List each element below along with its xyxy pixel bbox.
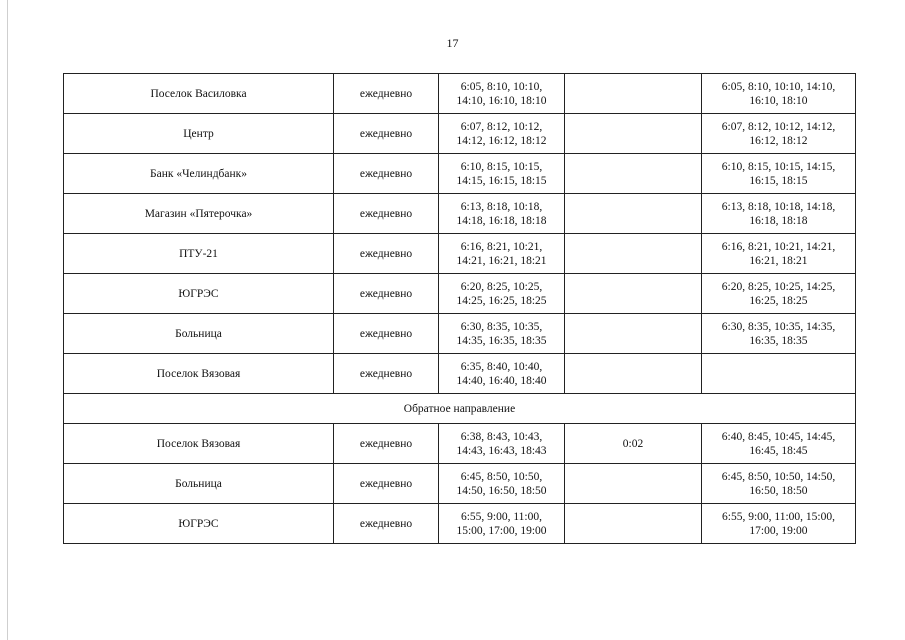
days-cell: [334, 74, 439, 114]
cell-text: 16:15, 18:15: [749, 174, 808, 187]
cell-text: ЮГРЭС: [178, 287, 219, 300]
cell-text: 6:30, 8:35, 10:35, 14:35,: [721, 320, 836, 333]
cell-text: 6:20, 8:25, 10:25,: [460, 280, 543, 293]
cell-text: 14:18, 16:18, 18:18: [456, 214, 547, 227]
departure-times-cell: [439, 234, 565, 274]
departure-times-cell: [439, 74, 565, 114]
cell-text: ежедневно: [359, 207, 413, 220]
interval-cell: [565, 234, 702, 274]
table-row: [64, 424, 856, 464]
days-cell: [334, 274, 439, 314]
arrival-times-cell: [702, 274, 856, 314]
interval-cell: [565, 194, 702, 234]
departure-times-cell: [439, 274, 565, 314]
cell-text: 16:21, 18:21: [749, 254, 808, 267]
stop-name-cell: [64, 74, 334, 114]
departure-times-cell: [439, 504, 565, 544]
cell-text: ежедневно: [359, 327, 413, 340]
table-row: [64, 154, 856, 194]
table-row: [64, 234, 856, 274]
arrival-times-cell: [702, 314, 856, 354]
cell-text: 16:10, 18:10: [749, 94, 808, 107]
cell-text: 14:50, 16:50, 18:50: [456, 484, 547, 497]
cell-text: 6:38, 8:43, 10:43,: [460, 430, 543, 443]
cell-text: ежедневно: [359, 287, 413, 300]
interval-cell: [565, 274, 702, 314]
cell-text: Больница: [175, 327, 222, 340]
cell-text: 6:10, 8:15, 10:15, 14:15,: [721, 160, 836, 173]
cell-text: 6:05, 8:10, 10:10,: [460, 80, 543, 93]
cell-text: ежедневно: [359, 367, 413, 380]
cell-text: ежедневно: [359, 517, 413, 530]
days-cell: [334, 354, 439, 394]
cell-text: Центр: [183, 127, 214, 140]
cell-text: ежедневно: [359, 247, 413, 260]
table-row: [64, 114, 856, 154]
cell-text: 16:45, 18:45: [749, 444, 808, 457]
interval-cell: [565, 314, 702, 354]
cell-text: 6:40, 8:45, 10:45, 14:45,: [721, 430, 836, 443]
cell-text: 6:07, 8:12, 10:12,: [460, 120, 543, 133]
interval-cell: [565, 504, 702, 544]
cell-text: Поселок Василовка: [150, 87, 247, 100]
cell-text: 14:21, 16:21, 18:21: [456, 254, 547, 267]
cell-text: 14:43, 16:43, 18:43: [456, 444, 547, 457]
interval-cell: [565, 354, 702, 394]
days-cell: [334, 194, 439, 234]
cell-text: 14:10, 16:10, 18:10: [456, 94, 547, 107]
departure-times-cell: [439, 154, 565, 194]
cell-text: 14:35, 16:35, 18:35: [456, 334, 547, 347]
arrival-times-cell: [702, 114, 856, 154]
cell-text: 16:50, 18:50: [749, 484, 808, 497]
cell-text: 16:25, 18:25: [749, 294, 808, 307]
cell-text: 6:05, 8:10, 10:10, 14:10,: [721, 80, 836, 93]
days-cell: [334, 314, 439, 354]
stop-name-cell: [64, 274, 334, 314]
cell-text: ежедневно: [359, 87, 413, 100]
cell-text: ЮГРЭС: [178, 517, 219, 530]
cell-text: Поселок Вязовая: [156, 437, 241, 450]
arrival-times-cell: [702, 464, 856, 504]
page-number: 17: [446, 36, 459, 50]
stop-name-cell: [64, 234, 334, 274]
cell-text: 6:55, 9:00, 11:00,: [460, 510, 543, 523]
table-row: [64, 354, 856, 394]
departure-times-cell: [439, 114, 565, 154]
cell-text: 6:16, 8:21, 10:21,: [460, 240, 543, 253]
cell-text: 6:30, 8:35, 10:35,: [460, 320, 543, 333]
cell-text: 6:45, 8:50, 10:50, 14:50,: [721, 470, 836, 483]
cell-text: 6:10, 8:15, 10:15,: [460, 160, 543, 173]
arrival-times-cell: [702, 424, 856, 464]
departure-times-cell: [439, 194, 565, 234]
table-row: [64, 74, 856, 114]
stop-name-cell: [64, 504, 334, 544]
cell-text: 6:55, 9:00, 11:00, 15:00,: [722, 510, 835, 523]
section-title: Обратное направление: [64, 394, 856, 424]
cell-text: 14:12, 16:12, 18:12: [456, 134, 547, 147]
days-cell: [334, 234, 439, 274]
cell-text: ежедневно: [359, 127, 413, 140]
cell-text: ПТУ-21: [179, 247, 218, 260]
cell-text: 0:02: [622, 437, 644, 450]
cell-text: 6:16, 8:21, 10:21, 14:21,: [721, 240, 836, 253]
scan-edge-line: [7, 0, 8, 640]
cell-text: 14:15, 16:15, 18:15: [456, 174, 547, 187]
cell-text: 6:13, 8:18, 10:18,: [460, 200, 543, 213]
cell-text: 6:07, 8:12, 10:12, 14:12,: [721, 120, 836, 133]
cell-text: ежедневно: [359, 167, 413, 180]
cell-text: Магазин «Пятерочка»: [144, 207, 253, 220]
stop-name-cell: [64, 194, 334, 234]
cell-text: 17:00, 19:00: [749, 524, 808, 537]
cell-text: ежедневно: [359, 477, 413, 490]
arrival-times-cell: [702, 74, 856, 114]
cell-text: 14:40, 16:40, 18:40: [456, 374, 547, 387]
cell-text: Поселок Вязовая: [156, 367, 241, 380]
interval-cell: [565, 114, 702, 154]
cell-text: 6:35, 8:40, 10:40,: [460, 360, 543, 373]
stop-name-cell: [64, 314, 334, 354]
departure-times-cell: [439, 314, 565, 354]
arrival-times-cell: [702, 354, 856, 394]
departure-times-cell: [439, 464, 565, 504]
table-row: [64, 194, 856, 234]
arrival-times-cell: [702, 194, 856, 234]
stop-name-cell: [64, 354, 334, 394]
days-cell: [334, 504, 439, 544]
cell-text: 15:00, 17:00, 19:00: [456, 524, 547, 537]
arrival-times-cell: [702, 154, 856, 194]
interval-cell: [565, 74, 702, 114]
schedule-table: [63, 73, 856, 544]
stop-name-cell: [64, 424, 334, 464]
cell-text: 6:13, 8:18, 10:18, 14:18,: [721, 200, 836, 213]
stop-name-cell: [64, 154, 334, 194]
days-cell: [334, 114, 439, 154]
table-row: [64, 274, 856, 314]
cell-text: Больница: [175, 477, 222, 490]
table-row: [64, 464, 856, 504]
interval-cell: [565, 424, 702, 464]
section-row-return: [64, 394, 856, 424]
cell-text: 6:45, 8:50, 10:50,: [460, 470, 543, 483]
cell-text: 14:25, 16:25, 18:25: [456, 294, 547, 307]
table-row: [64, 314, 856, 354]
departure-times-cell: [439, 354, 565, 394]
interval-cell: [565, 464, 702, 504]
arrival-times-cell: [702, 504, 856, 544]
days-cell: [334, 154, 439, 194]
interval-cell: [565, 154, 702, 194]
days-cell: [334, 424, 439, 464]
days-cell: [334, 464, 439, 504]
cell-text: ежедневно: [359, 437, 413, 450]
stop-name-cell: [64, 464, 334, 504]
cell-text: Банк «Челиндбанк»: [150, 167, 247, 180]
cell-text: 16:18, 18:18: [749, 214, 808, 227]
schedule-table-body: [64, 74, 856, 544]
arrival-times-cell: [702, 234, 856, 274]
table-row: [64, 504, 856, 544]
cell-text: 16:35, 18:35: [749, 334, 808, 347]
cell-text: 16:12, 18:12: [749, 134, 808, 147]
stop-name-cell: [64, 114, 334, 154]
cell-text: 6:20, 8:25, 10:25, 14:25,: [721, 280, 836, 293]
departure-times-cell: [439, 424, 565, 464]
